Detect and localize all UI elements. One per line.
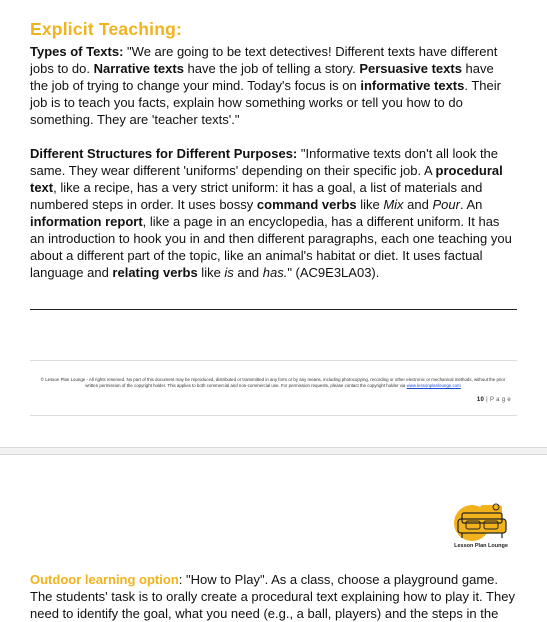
text-span: have the job of telling a story. bbox=[183, 61, 360, 76]
text-span: , like a page in an encyclopedia, has a different uniform. It has an introduction to hook you in and then different paragraphs, each one teaching you about a different part of the topic, like an animal's habitat or diet. It uses factual language and bbox=[30, 214, 512, 280]
copyright-text: © Lesson Plan Lounge - All rights reserved. No part of this document may be reproduced, distributed or transmitted in any form or by any means, including photocopying, recording or other electronic or mechanical methods, without the prior written permission of the copyright holder. This applies to both commercial and non-commercial use. For permission requests, please contact the copyright holder via bbox=[40, 377, 506, 388]
example-word: Mix bbox=[383, 197, 404, 212]
key-term: Persuasive texts bbox=[359, 61, 462, 76]
text-span: and bbox=[233, 265, 263, 280]
types-of-texts-paragraph bbox=[30, 43, 515, 128]
text-span: , like a recipe, has a very strict uniform: it has a goal, a list of materials and numbered steps in order. It uses bossy bbox=[30, 180, 483, 212]
page-bottom-line bbox=[30, 415, 517, 416]
outdoor-label: Outdoor learning option bbox=[30, 572, 179, 587]
copyright-notice bbox=[36, 377, 510, 388]
text-span: "Informative texts don't all look the same. They wear different 'uniforms' depending on their specific job. A bbox=[30, 146, 499, 178]
example-word: has. bbox=[262, 265, 288, 280]
page-number-value: 10 bbox=[476, 397, 485, 403]
key-term: information report bbox=[30, 214, 143, 229]
example-word: is bbox=[224, 265, 234, 280]
text-span: "We are going to be text detectives! Different texts have different jobs to do. bbox=[30, 44, 498, 76]
key-term: Narrative texts bbox=[93, 61, 184, 76]
section-heading: Explicit Teaching: bbox=[30, 19, 183, 39]
text-span: . Their job is to teach you facts, explain how something works or tell you how to do something. They are 'teacher texts'." bbox=[30, 78, 501, 127]
example-word: Pour bbox=[432, 197, 460, 212]
key-term: informative texts bbox=[360, 78, 465, 93]
key-term: procedural text bbox=[30, 163, 503, 195]
text-span: " (AC9E3LA03). bbox=[287, 265, 380, 280]
key-term: command verbs bbox=[256, 197, 357, 212]
text-span: like bbox=[356, 197, 384, 212]
paragraph-label: Types of Texts: bbox=[30, 44, 124, 59]
page-label: | P a g e bbox=[484, 397, 511, 403]
outdoor-text: : "How to Play". As a class, choose a playground game. The students' task is to orally create a procedural text explaining how to play it. They need to identify the goal, what you need (e.g., a ball, players) and the steps in the bbox=[30, 572, 515, 621]
footer-divider bbox=[30, 360, 517, 361]
page-number bbox=[477, 397, 511, 403]
outdoor-learning-paragraph bbox=[30, 571, 517, 622]
text-span: . An bbox=[459, 197, 483, 212]
key-term: relating verbs bbox=[112, 265, 198, 280]
website-link[interactable]: www.lessonplanlounge.com bbox=[406, 382, 461, 388]
logo-caption: Lesson Plan Lounge bbox=[454, 543, 508, 549]
divider-line bbox=[30, 309, 517, 310]
text-span: and bbox=[403, 197, 433, 212]
page-break bbox=[0, 447, 547, 455]
text-span: like bbox=[197, 265, 225, 280]
text-span: have the job of trying to change your mind. Today's focus is on bbox=[30, 61, 494, 93]
paragraph-label: Different Structures for Different Purposes: bbox=[30, 146, 298, 161]
structures-paragraph bbox=[30, 145, 515, 281]
